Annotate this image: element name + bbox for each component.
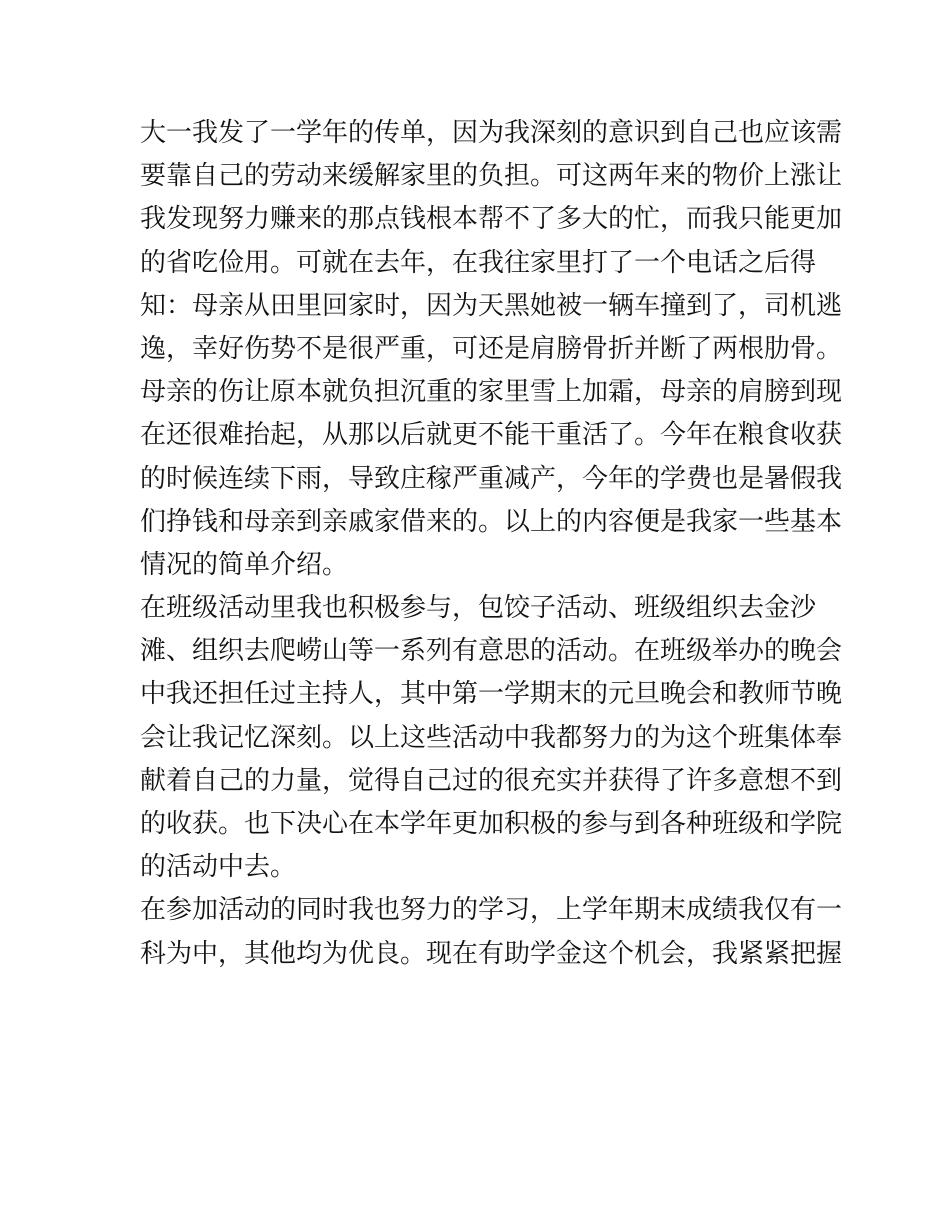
text-line: 情况的简单介绍。 (140, 549, 349, 580)
paragraph-family-situation (140, 112, 843, 587)
text-line: 大一我发了一学年的传单，因为我深刻的意识到自己也应该需 (140, 118, 843, 148)
text-line: 滩、组织去爬崂山等一系列有意思的活动。在班级举办的晚会 (140, 636, 843, 667)
text-line: 献着自己的力量，觉得自己过的很充实并获得了许多意想不到 (140, 765, 843, 796)
text-line: 在还很难抬起，从那以后就更不能干重活了。今年在粮食收获 (140, 420, 843, 451)
text-line: 在参加活动的同时我也努力的学习，上学年期末成绩我仅有一 (140, 895, 843, 926)
paragraph-study (140, 889, 843, 975)
text-line: 中我还担任过主持人，其中第一学期末的元旦晚会和教师节晚 (140, 679, 843, 710)
text-line: 们挣钱和母亲到亲戚家借来的。以上的内容便是我家一些基本 (140, 506, 843, 537)
text-line: 我发现努力赚来的那点钱根本帮不了多大的忙，而我只能更加 (140, 204, 843, 235)
text-line: 要靠自己的劳动来缓解家里的负担。可这两年来的物价上涨让 (140, 161, 843, 192)
text-line: 科为中，其他均为优良。现在有助学金这个机会，我紧紧把握 (140, 938, 843, 969)
text-line: 母亲的伤让原本就负担沉重的家里雪上加霜，母亲的肩膀到现 (140, 377, 843, 408)
text-line: 的省吃俭用。可就在去年，在我往家里打了一个电话之后得 (140, 247, 817, 278)
text-line: 知：母亲从田里回家时，因为天黑她被一辆车撞到了，司机逃 (140, 290, 843, 321)
text-line: 逸，幸好伤势不是很严重，可还是肩膀骨折并断了两根肋骨。 (140, 333, 843, 364)
text-line: 的收获。也下决心在本学年更加积极的参与到各种班级和学院 (140, 809, 843, 839)
text-line: 在班级活动里我也积极参与，包饺子活动、班级组织去金沙 (140, 593, 817, 624)
text-line: 的时候连续下雨，导致庄稼严重减产，今年的学费也是暑假我 (140, 463, 843, 494)
paragraph-class-activities (140, 587, 843, 889)
text-line: 的活动中去。 (140, 852, 297, 883)
text-line: 会让我记忆深刻。以上这些活动中我都努力的为这个班集体奉 (140, 722, 843, 753)
document-body (140, 112, 843, 976)
